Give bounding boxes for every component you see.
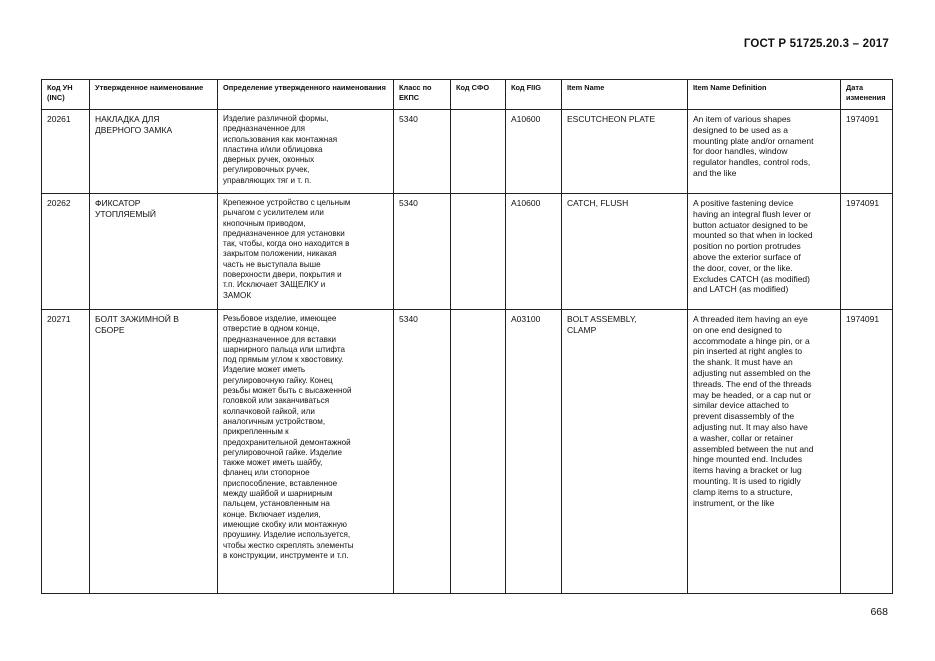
catalog-table [41,79,893,594]
cell-fiig-code: A03100 [506,310,562,594]
cell-item-name-definition: A threaded item having an eye on one end designed to accommodate a hinge pin, or a pin inserted at right angles to the shank. It must have an adjusting nut assembled on the threads. The end of the threads may be headed, or a cap nut or similar device attached to prevent disassembly of the adjusting nut. It may also have a washer, collar or retainer assembled between the nut and hinge mounted end. Includes items having a bracket or lug mounting. It is used to rigidly clamp items to a structure, instrument, or the like [688,310,841,594]
cell-approved-name: ФИКСАТОР УТОПЛЯЕМЫЙ [90,194,218,310]
column-header-change-date: Дата изменения [841,80,893,110]
column-header-name-definition: Определение утвержденного наименования [218,80,394,110]
page-number: 668 [870,606,888,618]
cell-approved-name: НАКЛАДКА ДЛЯ ДВЕРНОГО ЗАМКА [90,110,218,194]
document-code: ГОСТ Р 51725.20.3 – 2017 [743,38,889,50]
cell-name-definition: Резьбовое изделие, имеющее отверстие в одном конце, предназначенное для вставки шарнирного пальца или штифта под прямым углом к хвостовику. Изделие может иметь регулировочную гайку. Конец резьбы может быть с высаженной головкой или заканчиваться колпачковой гайкой, или аналогичным устройством, прикрепленным к предохранительной демонтажной регулировочной гайке. Изделие также может иметь шайбу, фланец или стопорное приспособление, вставленное между шайбой и шарнирным пальцем, установленным на конце. Включает изделия, имеющие скобку или монтажную проушину. Изделие используется, чтобы жестко скреплять элементы в конструкции, инструменте и т.п. [218,310,394,594]
cell-ekps-class: 5340 [394,194,451,310]
cell-change-date: 1974091 [841,310,893,594]
column-header-inc-code: Код УН (INC) [42,80,90,110]
cell-item-name: BOLT ASSEMBLY, CLAMP [562,310,688,594]
table-row [42,194,893,310]
cell-ekps-class: 5340 [394,110,451,194]
table-row [42,310,893,594]
cell-fiig-code: A10600 [506,194,562,310]
cell-name-definition: Крепежное устройство с цельным рычагом с усилителем или кнопочным приводом, предназначенное для установки так, чтобы, когда оно находится в закрытом положении, никакая часть не выступала выше поверхности двери, покрытия и т.п. Исключает ЗАЩЕЛКУ и ЗАМОК [218,194,394,310]
table-header-row [42,80,893,110]
column-header-item-name: Item Name [562,80,688,110]
cell-item-name: ESCUTCHEON PLATE [562,110,688,194]
cell-item-name: CATCH, FLUSH [562,194,688,310]
cell-fiig-code: A10600 [506,110,562,194]
cell-sfo-code [451,110,506,194]
table-row [42,110,893,194]
column-header-fiig-code: Код FIIG [506,80,562,110]
cell-sfo-code [451,194,506,310]
cell-item-name-definition: A positive fastening device having an integral flush lever or button actuator designed to be mounted so that when in locked position no portion protrudes above the exterior surface of the door, cover, or the like. Excludes CATCH (as modified) and LATCH (as modified) [688,194,841,310]
cell-change-date: 1974091 [841,110,893,194]
cell-approved-name: БОЛТ ЗАЖИМНОЙ В СБОРЕ [90,310,218,594]
cell-change-date: 1974091 [841,194,893,310]
cell-item-name-definition: An item of various shapes designed to be used as a mounting plate and/or ornament for door handles, window regulator handles, control rods, and the like [688,110,841,194]
column-header-approved-name: Утвержденное наименование [90,80,218,110]
cell-inc-code: 20262 [42,194,90,310]
column-header-sfo-code: Код СФО [451,80,506,110]
cell-ekps-class: 5340 [394,310,451,594]
cell-inc-code: 20261 [42,110,90,194]
column-header-item-name-definition: Item Name Definition [688,80,841,110]
cell-inc-code: 20271 [42,310,90,594]
cell-name-definition: Изделие различной формы, предназначенное для использования как монтажная пластина и/или облицовка дверных ручек, оконных регулировочных ручек, управляющих тяг и т. п. [218,110,394,194]
column-header-ekps-class: Класс по ЕКПС [394,80,451,110]
cell-sfo-code [451,310,506,594]
